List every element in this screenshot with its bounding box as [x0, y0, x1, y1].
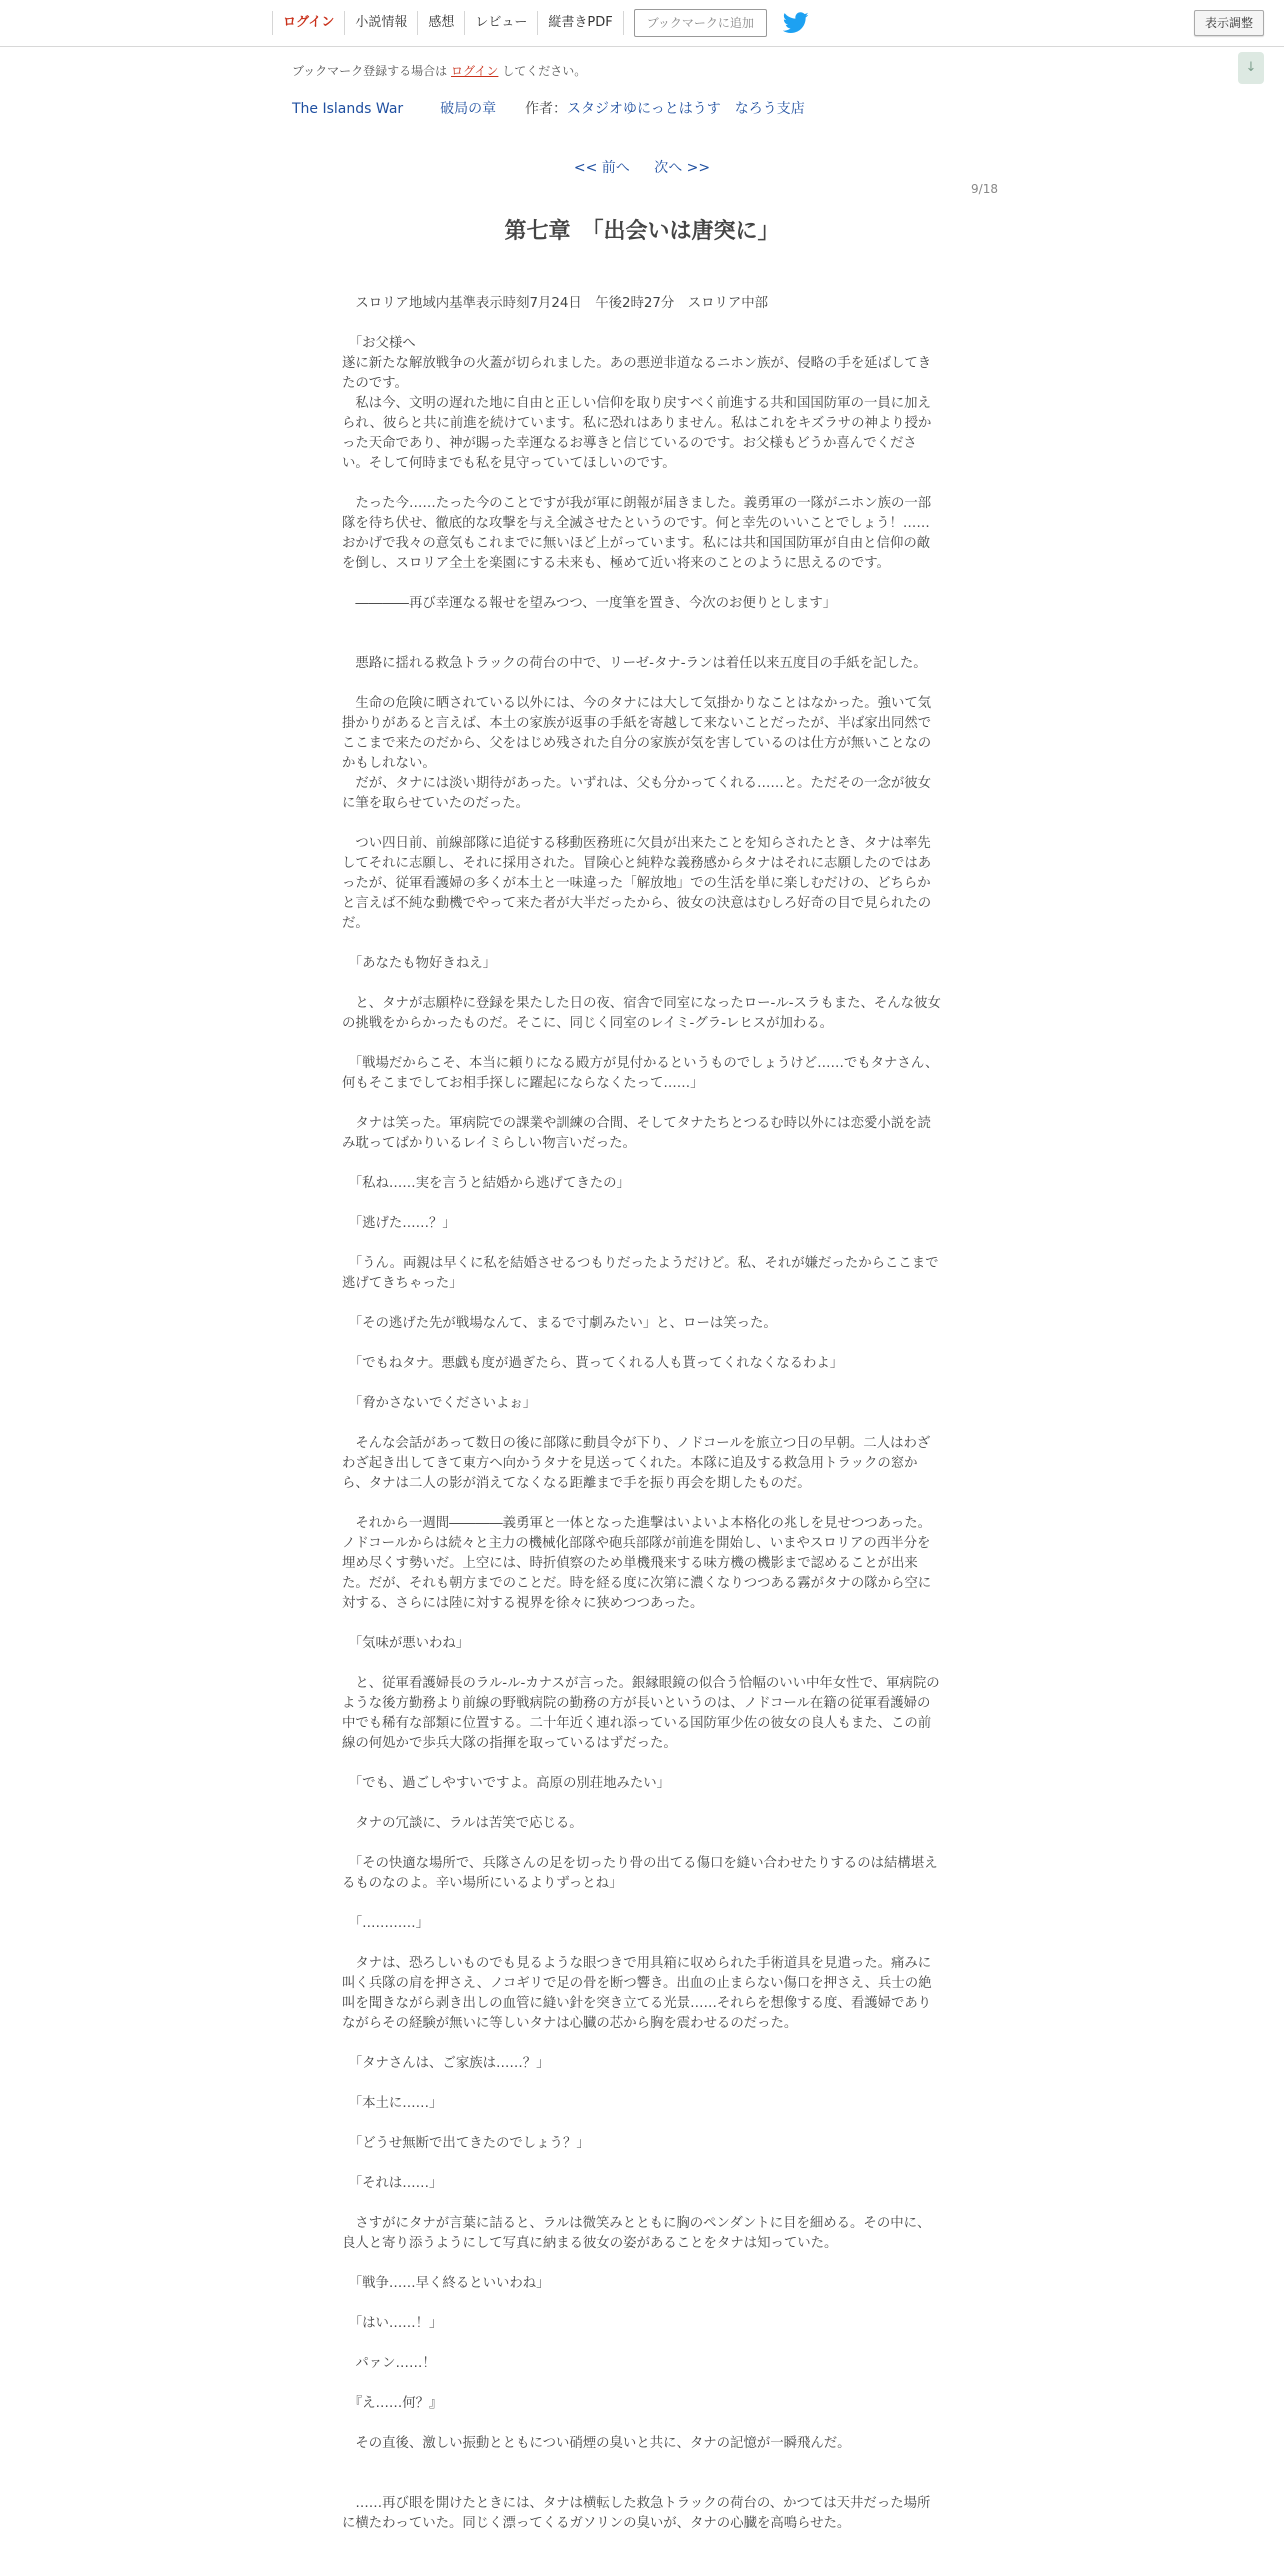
nav-list [272, 0, 809, 46]
novel-paragraph: 「…………」 [342, 1916, 430, 1931]
bookmark-notice-login-link[interactable]: ログイン [451, 64, 499, 78]
novel-paragraph: 悪路に揺れる救急トラックの荷台の中で、リーゼ-タナ-ランは着任以来五度目の手紙を記した。 [342, 656, 927, 671]
novel-paragraph: 生命の危険に晒されている以外には、今のタナには大して気掛かりなことはなかった。強いて気掛かりがあると言えば、本土の家族が返事の手紙を寄越して来ないことだったが、半ば家出同然でここまで来たのだから、父をはじめ残された自分の家族が気を害しているのは仕方が無いことなのかもしれない。 だが、タナには淡い期待があった。いずれは、父も分かってくれる……と。ただその一念が彼女に筆を取らせていたのだった。 [342, 696, 932, 811]
prev-chapter-link[interactable]: << 前へ [573, 160, 630, 176]
novel-paragraph: と、従軍看護婦長のラル-ル-カナスが言った。銀縁眼鏡の似合う恰幅のいい中年女性で、軍病院のような後方勤務より前線の野戦病院の勤務の方が長いというのは、ノドコール在籍の従軍看護婦の中でも稀有な部類に位置する。二十年近く連れ添っている国防軍少佐の彼女の良人もまた、この前線の何処かで歩兵大隊の指揮を取っているはずだった。 [342, 1676, 940, 1751]
nav-login[interactable]: ログイン [272, 11, 345, 35]
novel-paragraph: 「それは……」 [342, 2176, 443, 2191]
novel-paragraph: 「脅かさないでくださいよぉ」 [342, 1396, 537, 1411]
novel-paragraph: 「どうせ無断で出てきたのでしょう？」 [342, 2136, 590, 2151]
novel-paragraph: 「うん。両親は早くに私を結婚させるつもりだったようだけど。私、それが嫌だったからここまで逃げてきちゃった」 [342, 1256, 939, 1291]
novel-paragraph: タナの冗談に、ラルは苦笑で応じる。 [342, 1816, 583, 1831]
novel-paragraph: 「タナさんは、ご家族は……？」 [342, 2056, 550, 2071]
novel-paragraph: 「戦場だからこそ、本当に頼りになる殿方が見付かるというものでしょうけど……でもタナさん、何もそこまでしてお相手探しに躍起にならなくたって……」 [342, 1056, 939, 1091]
novel-paragraph: 「本土に……」 [342, 2096, 443, 2111]
novel-paragraph: タナは、恐ろしいものでも見るような眼つきで用具箱に収められた手術道具を見遣った。痛みに叫く兵隊の肩を押さえ、ノコギリで足の骨を断つ響き。出血の止まらない傷口を押さえ、兵士の絶叫を聞きながら剥き出しの血管に縫い針を突き立てる光景……それらを想像する度、看護婦でありながらその経験が無いに等しいタナは心臓の芯から胸を震わせるのだった。 [342, 1956, 932, 2031]
novel-paragraph: パァン……！ [342, 2356, 436, 2371]
add-bookmark-button[interactable]: ブックマークに追加 [634, 9, 767, 37]
novel-paragraph: 「その逃げた先が戦場なんて、まるで寸劇みたい」と、ローは笑った。 [342, 1316, 777, 1331]
nav-review[interactable]: レビュー [465, 11, 538, 35]
novel-paragraph: 「戦争……早く終るといいわね」 [342, 2276, 550, 2291]
next-chapter-link[interactable]: 次へ >> [654, 160, 711, 176]
novel-paragraph: そんな会話があって数日の後に部隊に動員令が下り、ノドコールを旅立つ日の早朝。二人はわざわざ起き出してきて東方へ向かうタナを見送ってくれた。本隊に追及する救急用トラックの窓から、タナは二人の影が消えてなくなる距離まで手を振り再会を期したものだ。 [342, 1436, 931, 1491]
novel-paragraph: 「逃げた……？」 [342, 1216, 456, 1231]
top-navigation-bar [0, 0, 1284, 47]
novel-paragraph: 「でもねタナ。悪戯も度が過ぎたら、貰ってくれる人も貰ってくれなくなるわよ」 [342, 1356, 844, 1371]
novel-series-line [292, 98, 805, 118]
novel-paragraph: 「その快適な場所で、兵隊さんの足を切ったり骨の出てる傷口を縫い合わせたりするのは結構堪えるものなのよ。辛い場所にいるよりずっとね」 [342, 1856, 938, 1891]
novel-paragraph: 「はい……！」 [342, 2316, 443, 2331]
chapter-pager [0, 157, 1284, 177]
novel-paragraph: 「私ね……実を言うと結婚から逃げてきたの」 [342, 1176, 630, 1191]
author-link[interactable]: スタジオゆにっとはうす なろう支店 [566, 101, 805, 117]
display-settings-button[interactable]: 表示調整 [1194, 10, 1264, 36]
nav-impressions[interactable]: 感想 [418, 11, 465, 35]
novel-paragraph: 「あなたも物好きねえ」 [342, 956, 496, 971]
novel-paragraph: ――――再び幸運なる報せを望みつつ、一度筆を置き、今次のお便りとします」 [342, 596, 837, 611]
bookmark-notice-text: ブックマーク登録する場合は [292, 64, 448, 78]
chapter-group-link[interactable]: 破局の章 [440, 101, 497, 117]
chapter-title: 第七章 「出会いは唐突に」 [504, 219, 780, 244]
novel-paragraph: と、タナが志願枠に登録を果たした日の夜、宿舎で同室になったロー-ル-スラもまた、そんな彼女の挑戦をからかったものだ。そこに、同じく同室のレイミ-グラ-レヒスが加わる。 [342, 996, 941, 1031]
nav-novel-info[interactable]: 小説情報 [345, 11, 418, 35]
novel-paragraph: 『え……何？』 [342, 2396, 443, 2411]
twitter-bird-icon[interactable] [783, 12, 809, 34]
novel-paragraph: ……再び眼を開けたときには、タナは横転した救急トラックの荷台の、かつては天井だった場所に横たわっていた。同じく漂ってくるガソリンの臭いが、タナの心臓を高鳴らせた。 [342, 2496, 931, 2531]
novel-paragraph: その直後、激しい振動とともについ硝煙の臭いと共に、タナの記憶が一瞬飛んだ。 [342, 2436, 851, 2451]
scroll-down-icon[interactable]: ↓ [1238, 52, 1264, 84]
novel-body [342, 294, 942, 2534]
bookmark-notice [292, 62, 586, 79]
nav-vertical-pdf[interactable]: 縦書きPDF [538, 11, 623, 35]
novel-paragraph: つい四日前、前線部隊に追従する移動医務班に欠員が出来たことを知らされたとき、タナは率先してそれに志願し、それに採用された。冒険心と純粋な義務感からタナはそれに志願したのではあったが、従軍看護婦の多くが本土と一味違った「解放地」での生活を単に楽しむだけの、どちらかと言えば不純な動機でやって来た者が大半だったから、彼女の決意はむしろ好奇の目で見られたのだ。 [342, 836, 932, 931]
novel-paragraph: さすがにタナが言葉に詰ると、ラルは微笑みとともに胸のペンダントに目を細める。その中に、良人と寄り添うようにして写真に納まる彼女の姿があることをタナは知っていた。 [342, 2216, 931, 2251]
novel-paragraph: それから一週間――――義勇軍と一体となった進撃はいよいよ本格化の兆しを見せつつあった。ノドコールからは続々と主力の機械化部隊や砲兵部隊が前進を開始し、いまやスロリアの西半分を埋め尽くす勢いだ。上空には、時折偵察のため単機飛来する味方機の機影まで認めることが出来た。だが、それも朝方までのことだ。時を経る度に次第に濃くなりつつある霧がタナの隊から空に対する、さらには陸に対する視界を徐々に狭めつつあった。 [342, 1516, 932, 1611]
novel-paragraph: タナは笑った。軍病院での課業や訓練の合間、そしてタナたちとつるむ時以外には恋愛小説を読み耽ってばかりいるレイミらしい物言いだった。 [342, 1116, 931, 1151]
novel-paragraph: たった今……たった今のことですが我が軍に朗報が届きました。義勇軍の一隊がニホン族の一部隊を待ち伏せ、徹底的な攻撃を与え全滅させたというのです。何と幸先のいいことでしょう！……おかげで我々の意気もこれまでに無いほど上がっています。私には共和国国防軍が自由と信仰の敵を倒し、スロリア全土を楽園にする未来も、極めて近い将来のことのように思えるのです。 [342, 496, 932, 571]
novel-paragraph: スロリア地域内基準表示時刻7月24日 午後2時27分 スロリア中部 [342, 296, 769, 311]
bookmark-notice-text-after: してください。 [502, 64, 587, 78]
novel-paragraph: 「でも、過ごしやすいですよ。高原の別荘地みたい」 [342, 1776, 671, 1791]
novel-paragraph: 「お父様へ 遂に新たな解放戦争の火蓋が切られました。あの悪逆非道なるニホン族が、侵略の手を延ばしてきたのです。 私は今、文明の遅れた地に自由と正しい信仰を取り戻すべく前進する共和国国防軍の一員に加えられ、彼らと共に前進を続けています。私に恐れはありません。私はこれをキズラサの神より授かった天命であり、神が賜った幸運なるお導きと信じているのです。お父様もどうか喜んでください。そして何時までも私を見守っていてほしいのです。 [342, 336, 932, 471]
series-title-link[interactable]: The Islands War [292, 101, 404, 117]
novel-paragraph: 「気味が悪いわね」 [342, 1636, 470, 1651]
author-label: 作者： [524, 101, 567, 117]
page-count: 9/18 [971, 182, 998, 196]
